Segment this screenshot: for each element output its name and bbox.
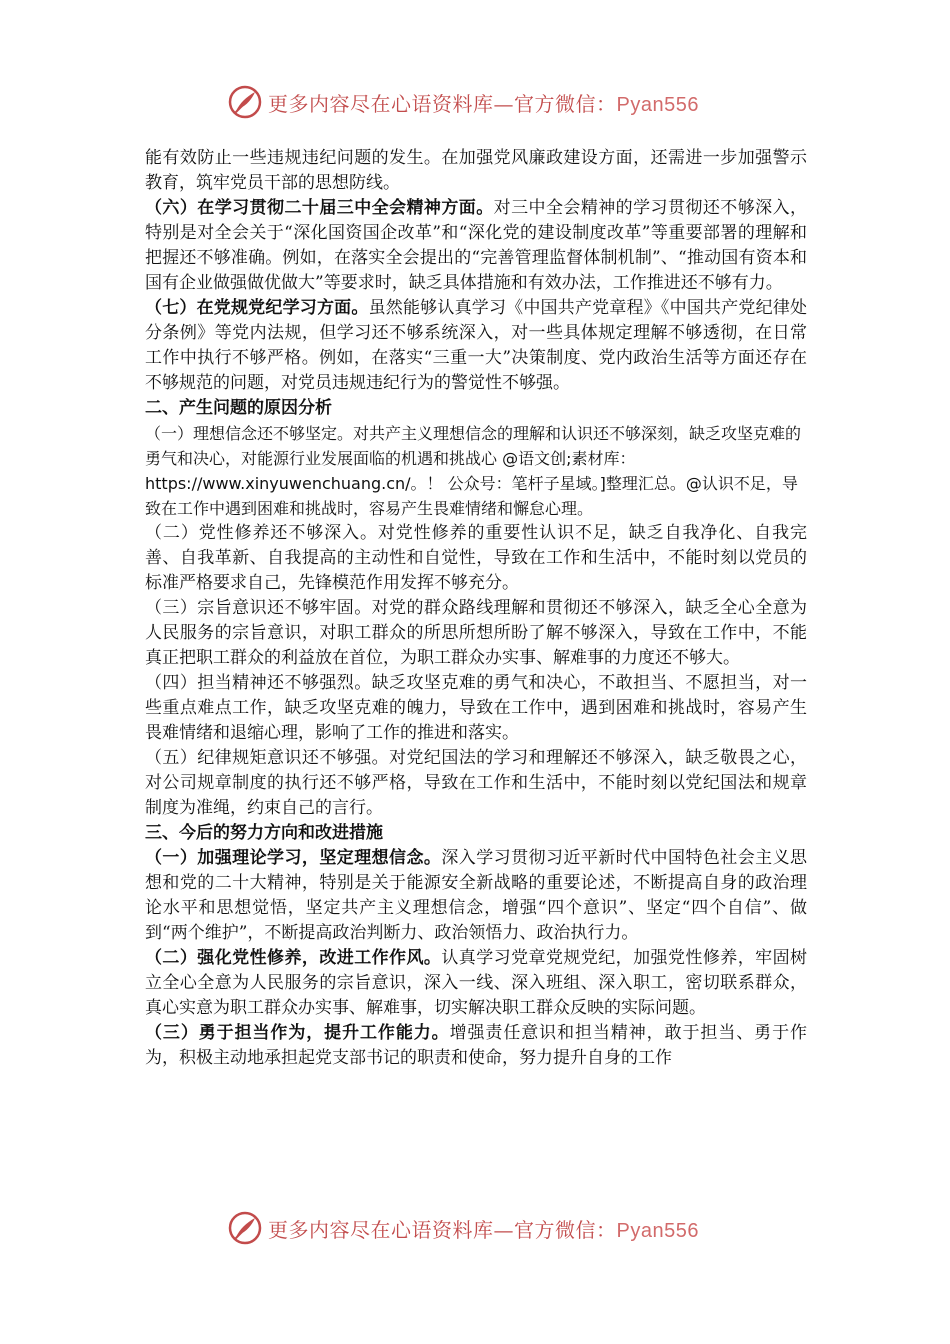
- paragraph-body: 增强责任意识和担当精神，敢于担当、勇于作为，积极主动地承担起党支部书记的职责和使命，努力提升自身的工作: [145, 1023, 808, 1068]
- wechat-id: Pyan556: [616, 1219, 699, 1242]
- paragraph-title: （一）加强理论学习，坚定理想信念。: [145, 848, 442, 868]
- paragraph: （三）宗旨意识还不够牢固。对党的群众路线理解和贯彻还不够深入，缺乏全心全意为人民服务的宗旨意识，对职工群众的所思所想所盼了解不够深入，导致在工作中，不能真正把职工群众的利益放在首位，为职工群众办实事、解难事的力度还不够大。: [145, 598, 807, 668]
- paragraph: [145, 946, 807, 1021]
- paragraph-title: （七）在党规党纪学习方面。: [145, 298, 369, 318]
- paragraph-title: （六）在学习贯彻二十届三中全会精神方面。: [145, 198, 494, 218]
- paragraph: （五）纪律规矩意识还不够强。对党纪国法的学习和理解还不够深入，缺乏敬畏之心，对公司规章制度的执行还不够严格，导致在工作和生活中，不能时刻以党纪国法和规章制度为准绳，约束自己的言行。: [145, 748, 807, 818]
- paragraph: （四）担当精神还不够强烈。缺乏攻坚克难的勇气和决心，不敢担当、不愿担当，对一些重点难点工作，缺乏攻坚克难的魄力，导致在工作中，遇到困难和挑战时，容易产生畏难情绪和退缩心理，影响了工作的推进和落实。: [145, 673, 807, 743]
- paragraph-title: （二）强化党性修养，改进工作作风。: [145, 948, 442, 968]
- paragraph: [145, 1021, 807, 1071]
- quill-logo-icon: [228, 85, 262, 119]
- banner-text: 更多内容尽在心语资料库—官方微信：Pyan556: [268, 1217, 699, 1242]
- section-heading: 二、产生问题的原因分析: [145, 398, 332, 418]
- quill-logo-icon: [228, 1211, 262, 1245]
- footer-banner: [228, 1208, 748, 1248]
- paragraph-body: 认真学习党章党规党纪，加强党性修养，牢固树立全心全意为人民服务的宗旨意识，深入一线、深入班组、深入职工，密切联系群众，真心实意为职工群众办实事、解难事，切实解决职工群众反映的实际问题。: [145, 948, 808, 1018]
- paragraph: （一）理想信念还不够坚定。对共产主义理想信念的理解和认识还不够深刻，缺乏攻坚克难的勇气和决心，对能源行业发展面临的机遇和挑战心 @语文创;素材库： https://www.xinyuwenchuang.cn/。！ 公众号：笔杆子星域。]整理汇总。@认识不足，导致在工作中遇到困难和挑战时，容易产生畏难情绪和懈怠心理。: [145, 424, 802, 518]
- header-banner: [228, 82, 748, 122]
- paragraph: （二）党性修养还不够深入。对党性修养的重要性认识不足，缺乏自我净化、自我完善、自我革新、自我提高的主动性和自觉性，导致在工作和生活中，不能时刻以党员的标准严格要求自己，先锋模范作用发挥不够充分。: [145, 523, 807, 593]
- paragraph-body: 虽然能够认真学习《中国共产党章程》《中国共产党纪律处分条例》等党内法规，但学习还不够系统深入，对一些具体规定理解不够透彻，在日常工作中执行不够严格。例如，在落实“三重一大”决策制度、党内政治生活等方面还存在不够规范的问题，对党员违规违纪行为的警觉性不够强。: [145, 298, 808, 393]
- paragraph-body: 对三中全会精神的学习贯彻还不够深入，特别是对全会关于“深化国资国企改革”和“深化党的建设制度改革”等重要部署的理解和把握还不够准确。例如，在落实全会提出的“完善管理监督体制机制”、“推动国有资本和国有企业做强做优做大”等要求时，缺乏具体措施和有效办法，工作推进还不够有力。: [145, 198, 808, 293]
- paragraph: [145, 196, 807, 296]
- paragraph-title: （三）勇于担当作为，提升工作能力。: [145, 1023, 450, 1043]
- paragraph: 能有效防止一些违规违纪问题的发生。在加强党风廉政建设方面，还需进一步加强警示教育，筑牢党员干部的思想防线。: [145, 148, 807, 193]
- wechat-id: Pyan556: [616, 93, 699, 116]
- paragraph-body: 深入学习贯彻习近平新时代中国特色社会主义思想和党的二十大精神，特别是关于能源安全新战略的重要论述，不断提高自身的政治理论水平和思想觉悟，坚定共产主义理想信念，增强“四个意识”、坚定“四个自信”、做到“两个维护”，不断提高政治判断力、政治领悟力、政治执行力。: [145, 848, 808, 943]
- document-body: [145, 146, 807, 1071]
- section-heading: 三、今后的努力方向和改进措施: [145, 823, 383, 843]
- paragraph: [145, 846, 807, 946]
- paragraph: [145, 296, 807, 396]
- banner-text: 更多内容尽在心语资料库—官方微信：Pyan556: [268, 91, 699, 116]
